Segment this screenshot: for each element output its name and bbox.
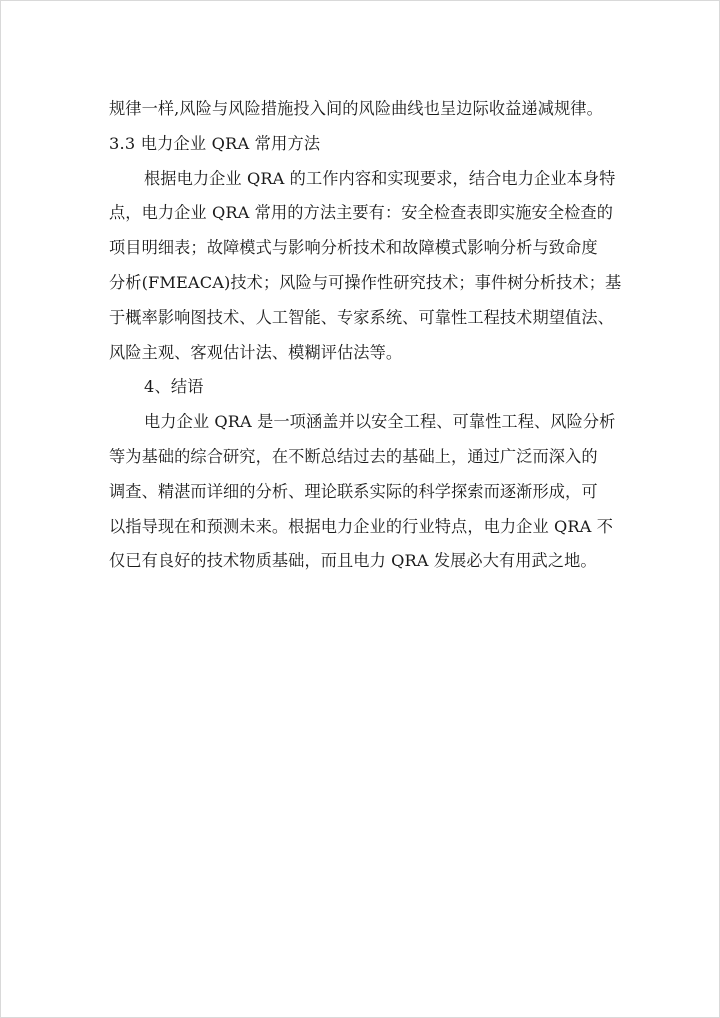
paragraph-line: 仅已有良好的技术物质基础，而且电力 QRA 发展必大有用武之地。 bbox=[109, 551, 597, 571]
paragraph-line: 调查、精湛而详细的分析、理论联系实际的科学探索而逐渐形成，可 bbox=[109, 481, 598, 501]
paragraph-line: 风险主观、客观估计法、模糊评估法等。 bbox=[109, 342, 403, 362]
paragraph-line: 项目明细表；故障模式与影响分析技术和故障模式影响分析与致命度 bbox=[109, 238, 598, 258]
paragraph-line: 于概率影响图技术、人工智能、专家系统、可靠性工程技术期望值法、 bbox=[109, 307, 614, 327]
paragraph-line: 等为基础的综合研究，在不断总结过去的基础上，通过广泛而深入的 bbox=[109, 446, 598, 466]
section-heading-conclusion: 4、结语 bbox=[144, 377, 204, 397]
paragraph-line: 电力企业 QRA 是一项涵盖并以安全工程、可靠性工程、风险分析 bbox=[144, 412, 616, 432]
paragraph-line: 点，电力企业 QRA 常用的方法主要有：安全检查表即实施安全检查的 bbox=[109, 203, 613, 223]
paragraph-line: 分析(FMEACA)技术；风险与可操作性研究技术；事件树分析技术；基 bbox=[109, 272, 622, 292]
paragraph-line: 根据电力企业 QRA 的工作内容和实现要求，结合电力企业本身特 bbox=[144, 168, 616, 188]
section-heading-3-3: 3.3 电力企业 QRA 常用方法 bbox=[109, 133, 321, 153]
document-body bbox=[109, 92, 622, 579]
paragraph-line: 以指导现在和预测未来。根据电力企业的行业特点，电力企业 QRA 不 bbox=[109, 516, 613, 536]
paragraph-continuation-line: 规律一样,风险与风险措施投入间的风险曲线也呈边际收益递减规律。 bbox=[109, 99, 603, 118]
